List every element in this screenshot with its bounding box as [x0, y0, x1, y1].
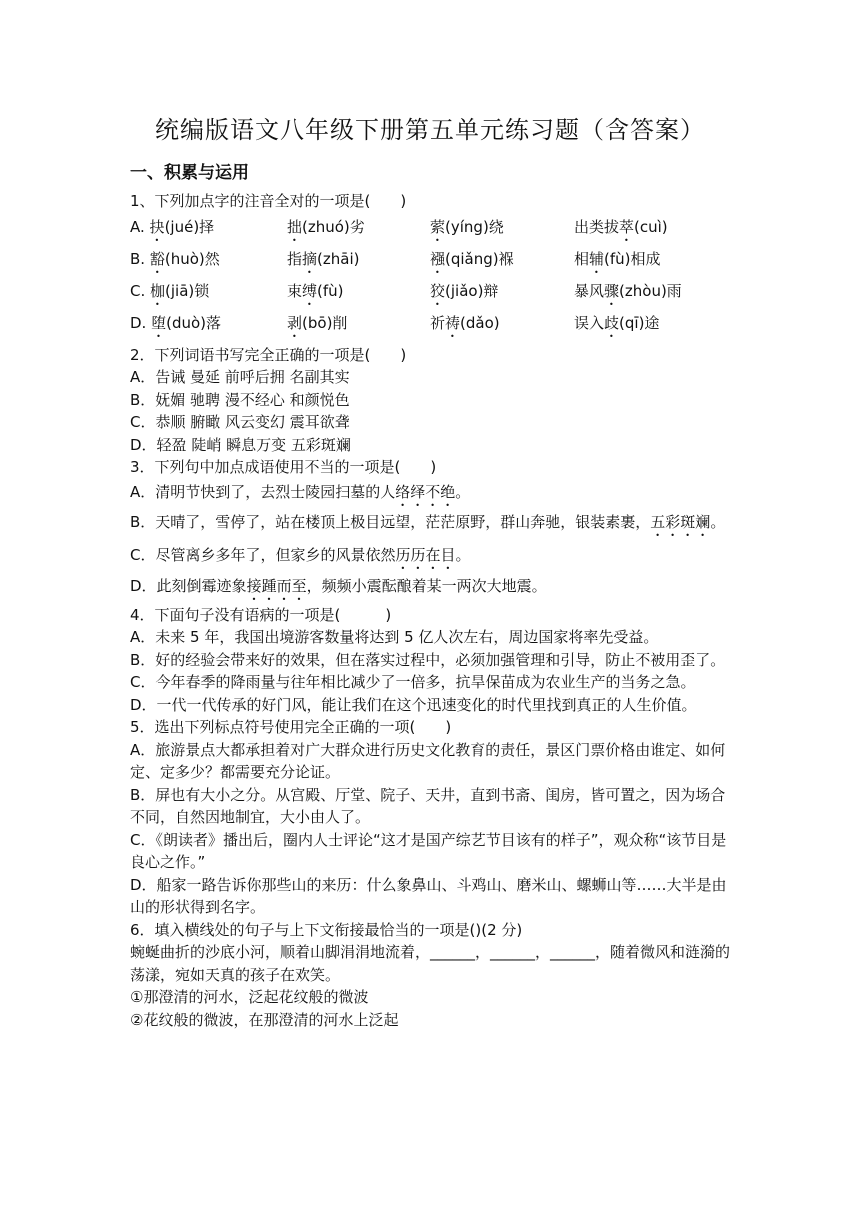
pinyin-text: (zhòu)雨 — [619, 281, 682, 300]
question-6-passage: 蜿蜒曲折的沙底小河，顺着山脚涓涓地流着，______，______，______，随着微风和涟漪的荡漾，宛如天真的孩子在欢笑。 — [130, 943, 731, 984]
pinyin-text: (jué)择 — [164, 217, 215, 236]
question-6 — [130, 919, 732, 1032]
question-1-option-a-item-1 — [130, 213, 287, 245]
pinyin-text: (huò)然 — [164, 249, 220, 268]
dotted-character: 缚 — [302, 281, 318, 300]
question-1-option-b-item-2 — [287, 245, 430, 277]
option-text: 祈 — [430, 313, 446, 332]
option-text: D. — [130, 313, 152, 332]
option-text: 出类拔 — [574, 217, 620, 236]
dotted-character: 骤 — [604, 281, 620, 300]
question-6-item-2: ②花纹般的微波，在那澄清的河水上泛起 — [130, 1010, 399, 1029]
pinyin-text: (zhuó)劣 — [302, 217, 365, 236]
option-text: A．清明节快到了，去烈士陵园扫墓的人 — [130, 482, 396, 501]
document-title: 统编版语文八年级下册第五单元练习题（含答案） — [155, 116, 705, 144]
question-1-option-d-item-3 — [430, 309, 574, 341]
question-1-option-d-item-1 — [130, 309, 287, 341]
pinyin-text: (cuì) — [634, 217, 668, 236]
dotted-character: 萃 — [619, 217, 635, 236]
dotted-character: 歧 — [604, 313, 620, 332]
option-text: 相 — [574, 249, 590, 268]
question-1 — [130, 190, 732, 341]
question-2-option-c: C．恭顺 腑瞰 风云变幻 震耳欲聋 — [130, 413, 350, 431]
option-text: A. — [130, 217, 150, 236]
question-4-option-d: D．一代一代传承的好门风，能让我们在这个迅速变化的时代里找到真正的人生价值。 — [130, 695, 697, 714]
pinyin-text: (qiǎng)褓 — [445, 249, 514, 268]
question-3-option-c — [130, 542, 732, 573]
dotted-character: 堕 — [151, 313, 167, 332]
dotted-character: 枷 — [150, 281, 166, 300]
dotted-character: 狡 — [430, 281, 446, 300]
option-text: ，频频小震酝酿着某一两次大地震。 — [306, 576, 547, 595]
question-1-option-b-item-3 — [430, 245, 574, 277]
question-6-stem: 6．填入横线处的句子与上下文衔接最恰当的一项是()(2 分) — [130, 920, 523, 939]
question-2 — [130, 344, 732, 457]
question-2-option-a: A．告诫 曼延 前呼后拥 名副其实 — [130, 368, 350, 386]
pinyin-text: (qī)途 — [619, 313, 660, 332]
dotted-idiom: 接踵而至 — [246, 576, 307, 595]
question-4-stem: 4．下面句子没有语病的一项是( ) — [130, 605, 392, 624]
question-6-item-1: ①那澄清的河水，泛起花纹般的微波 — [130, 988, 369, 1006]
question-1-option-b-item-4 — [574, 245, 732, 277]
question-1-option-a-item-3 — [430, 213, 574, 245]
option-text: D．此刻倒霉迹象 — [130, 576, 247, 595]
question-1-option-c-item-1 — [130, 277, 287, 309]
option-text: B．天晴了，雪停了，站在楼顶上极目远望，茫茫原野，群山奔驰，银装素裹， — [130, 512, 651, 531]
question-3-option-d — [130, 573, 732, 604]
pinyin-text: (duò)落 — [166, 313, 222, 332]
question-5-stem: 5．选出下列标点符号使用完全正确的一项( ) — [130, 718, 452, 736]
dotted-character: 豁 — [149, 249, 165, 268]
section-heading: 一、积累与运用 — [130, 163, 249, 183]
question-1-option-c-item-3 — [430, 277, 574, 309]
question-3-stem: 3．下列句中加点成语使用不当的一项是( ) — [130, 458, 437, 476]
question-5 — [130, 716, 732, 919]
question-1-option-d-item-2 — [287, 309, 430, 341]
question-1-options — [130, 213, 732, 341]
question-1-stem: 1、下列加点字的注音全对的一项是( ) — [130, 192, 407, 210]
question-1-option-b-item-1 — [130, 245, 287, 277]
question-4 — [130, 604, 732, 717]
question-3 — [130, 456, 732, 604]
dotted-idiom: 络绎不绝 — [395, 482, 456, 501]
question-1-option-d-item-4 — [574, 309, 732, 341]
option-text: 暴风 — [574, 281, 605, 300]
dotted-character: 拙 — [287, 217, 303, 236]
question-3-option-b — [130, 510, 732, 540]
option-text: 指 — [287, 249, 303, 268]
option-text: B. — [130, 249, 150, 268]
pinyin-text: (zhāi) — [317, 249, 360, 268]
pinyin-text: (fù) — [317, 281, 344, 300]
dotted-character: 摘 — [302, 249, 318, 268]
question-1-option-c-item-2 — [287, 277, 430, 309]
question-list — [130, 190, 732, 1031]
option-text: 。 — [455, 482, 471, 501]
dotted-character: 剥 — [287, 313, 303, 332]
dotted-idiom: 五彩斑斓 — [650, 512, 711, 531]
dotted-character: 襁 — [430, 249, 446, 268]
question-1-option-a-item-2 — [287, 213, 430, 245]
pinyin-text: (jiā)锁 — [165, 281, 210, 300]
option-text: 束 — [287, 281, 303, 300]
question-4-option-b: B．好的经验会带来好的效果，但在落实过程中，必须加强管理和引导，防止不被用歪了。 — [130, 650, 726, 669]
question-1-option-a-item-4 — [574, 213, 732, 245]
dotted-character: 辅 — [589, 249, 605, 268]
dotted-character: 祷 — [445, 313, 461, 332]
question-5-option-d: D．船家一路告诉你那些山的来历：什么象鼻山、斗鸡山、磨米山、螺蛳山等……大半是由山的形状得到名字。 — [130, 875, 727, 916]
dotted-character: 抉 — [149, 217, 165, 236]
question-3-option-a — [130, 479, 732, 510]
question-2-option-d: D．轻盈 陡峭 瞬息万变 五彩斑斓 — [130, 435, 351, 454]
dotted-character: 萦 — [430, 217, 446, 236]
option-text: C. — [130, 281, 151, 300]
option-text: 误入 — [574, 313, 605, 332]
question-4-option-c: C．今年春季的降雨量与往年相比减少了一倍多，抗旱保苗成为农业生产的当务之急。 — [130, 673, 696, 691]
question-2-option-b: B．妩媚 驰聘 漫不经心 和颜悦色 — [130, 390, 350, 409]
pinyin-text: (fù)相成 — [604, 249, 661, 268]
pinyin-text: (jiǎo)辩 — [445, 281, 499, 300]
question-1-option-c-item-4 — [574, 277, 732, 309]
pinyin-text: (yíng)绕 — [445, 217, 504, 236]
pinyin-text: (bō)削 — [302, 313, 348, 332]
question-2-stem: 2．下列词语书写完全正确的一项是( ) — [130, 345, 407, 364]
question-5-option-b: B．屏也有大小之分。从宫殿、厅堂、院子、天井，直到书斋、闺房，皆可置之，因为场合不同，自然因地制宜，大小由人了。 — [130, 785, 726, 826]
dotted-idiom: 历历在目 — [395, 545, 456, 564]
option-text: 。 — [710, 512, 726, 531]
pinyin-text: (dǎo) — [460, 313, 500, 332]
option-text: 。 — [455, 545, 471, 564]
option-text: C．尽管离乡多年了，但家乡的风景依然 — [130, 545, 396, 564]
question-5-option-c: C．《朗读者》播出后，圈内人士评论“这才是国产综艺节目该有的样子”，观众称“该节目是良心之作。” — [130, 830, 727, 871]
question-5-option-a: A．旅游景点大都承担着对广大群众进行历史文化教育的责任，景区门票价格由谁定、如何定、定多少？都需要充分论证。 — [130, 740, 726, 781]
question-4-option-a: A．未来 5 年，我国出境游客数量将达到 5 亿人次左右，周边国家将率先受益。 — [130, 628, 659, 646]
